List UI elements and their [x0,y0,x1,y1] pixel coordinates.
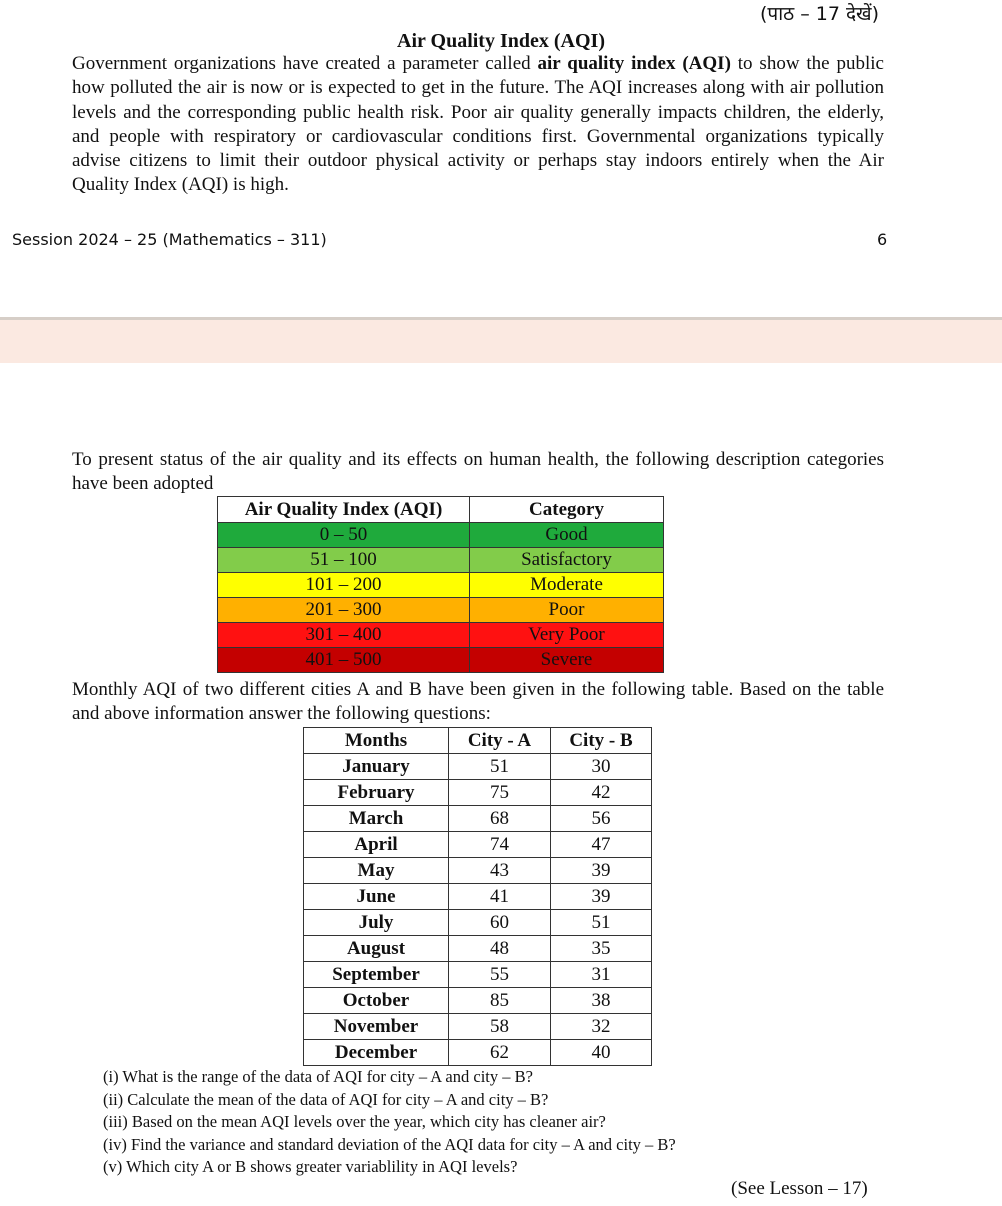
city-b-cell: 31 [551,962,652,988]
question-item: (i) What is the range of the data of AQI for city – A and city – B? [103,1067,533,1086]
city-a-cell: 48 [449,936,551,962]
month-cell: July [304,910,449,936]
aqi-range-cell: 301 – 400 [218,623,470,648]
month-cell: April [304,832,449,858]
city-b-cell: 38 [551,988,652,1014]
city-b-cell: 51 [551,910,652,936]
footer-session: Session 2024 – 25 (Mathematics – 311) [12,230,327,249]
footer-page-number: 6 [877,230,888,249]
city-b-cell: 40 [551,1040,652,1066]
city-b-cell: 39 [551,884,652,910]
header-months: Months [304,728,449,754]
month-cell: September [304,962,449,988]
table-row [304,988,652,1014]
question-item: (iv) Find the variance and standard deviation of the AQI data for city – A and city – B? [103,1134,676,1154]
month-cell: June [304,884,449,910]
category-cell: Very Poor [470,623,664,648]
header-city-a: City - A [449,728,551,754]
city-a-cell: 62 [449,1040,551,1066]
table-row [304,910,652,936]
aqi-range-cell: 101 – 200 [218,573,470,598]
questions-list [103,1066,676,1179]
see-lesson-note: (See Lesson – 17) [731,1178,868,1199]
city-a-cell: 74 [449,832,551,858]
city-b-cell: 30 [551,754,652,780]
table-row [218,548,664,573]
category-cell: Good [470,523,664,548]
category-cell: Moderate [470,573,664,598]
month-cell: February [304,780,449,806]
header-category: Category [470,497,664,523]
city-b-cell: 56 [551,806,652,832]
aqi-range-cell: 201 – 300 [218,598,470,623]
header-aqi: Air Quality Index (AQI) [218,497,470,523]
page-break-band [0,320,1002,363]
aqi-range-cell: 0 – 50 [218,523,470,548]
month-cell: August [304,936,449,962]
month-cell: January [304,754,449,780]
table-row [218,573,664,598]
table-row [304,754,652,780]
aqi-range-cell: 401 – 500 [218,648,470,673]
city-a-cell: 43 [449,858,551,884]
city-b-cell: 35 [551,936,652,962]
city-a-cell: 51 [449,754,551,780]
aqi-range-cell: 51 – 100 [218,548,470,573]
table-header-row [218,497,664,523]
table-row [218,523,664,548]
city-a-cell: 85 [449,988,551,1014]
table-row [304,962,652,988]
header-city-b: City - B [551,728,652,754]
category-cell: Severe [470,648,664,673]
table-row [304,832,652,858]
question-item: (iii) Based on the mean AQI levels over the year, which city has cleaner air? [103,1112,606,1131]
month-cell: October [304,988,449,1014]
table-row [304,936,652,962]
lesson-reference: (पाठ – 17 देखें) [760,3,880,25]
city-b-cell: 32 [551,1014,652,1040]
table-row [218,598,664,623]
month-cell: December [304,1040,449,1066]
monthly-aqi-table [303,727,652,1066]
aqi-category-table [217,496,664,673]
intro-paragraph: Government organizations have created a parameter called air quality index (AQI) to show the public how polluted the air is now or is expected to get in the future. The AQI increases along with air pollution levels and the corresponding public health risk. Poor air quality generally impacts children, the elderly, and people with respiratory or cardiovascular conditions first. Governmental organizations typically advise citizens to limit their outdoor physical activity or perhaps stay indoors entirely when the Air Quality Index (AQI) is high. [72,53,884,196]
month-cell: March [304,806,449,832]
categories-intro: To present status of the air quality and its effects on human health, the following description categories have been adopted [72,449,884,495]
table-row [304,884,652,910]
city-b-cell: 47 [551,832,652,858]
city-a-cell: 75 [449,780,551,806]
category-cell: Satisfactory [470,548,664,573]
city-a-cell: 60 [449,910,551,936]
city-a-cell: 41 [449,884,551,910]
city-a-cell: 68 [449,806,551,832]
monthly-intro: Monthly AQI of two different cities A and B have been given in the following table. Based on the table and above information answer the following questions: [72,679,884,725]
table-row [304,780,652,806]
table-row [304,1040,652,1066]
table-row [304,858,652,884]
city-b-cell: 39 [551,858,652,884]
city-a-cell: 58 [449,1014,551,1040]
page-title: Air Quality Index (AQI) [397,30,605,52]
month-cell: May [304,858,449,884]
month-cell: November [304,1014,449,1040]
table-row [304,1014,652,1040]
city-b-cell: 42 [551,780,652,806]
question-item: (ii) Calculate the mean of the data of AQI for city – A and city – B? [103,1089,549,1109]
table-row [218,648,664,673]
table-header-row [304,728,652,754]
city-a-cell: 55 [449,962,551,988]
table-row [304,806,652,832]
category-cell: Poor [470,598,664,623]
table-row [218,623,664,648]
question-item: (v) Which city A or B shows greater variablility in AQI levels? [103,1157,518,1176]
